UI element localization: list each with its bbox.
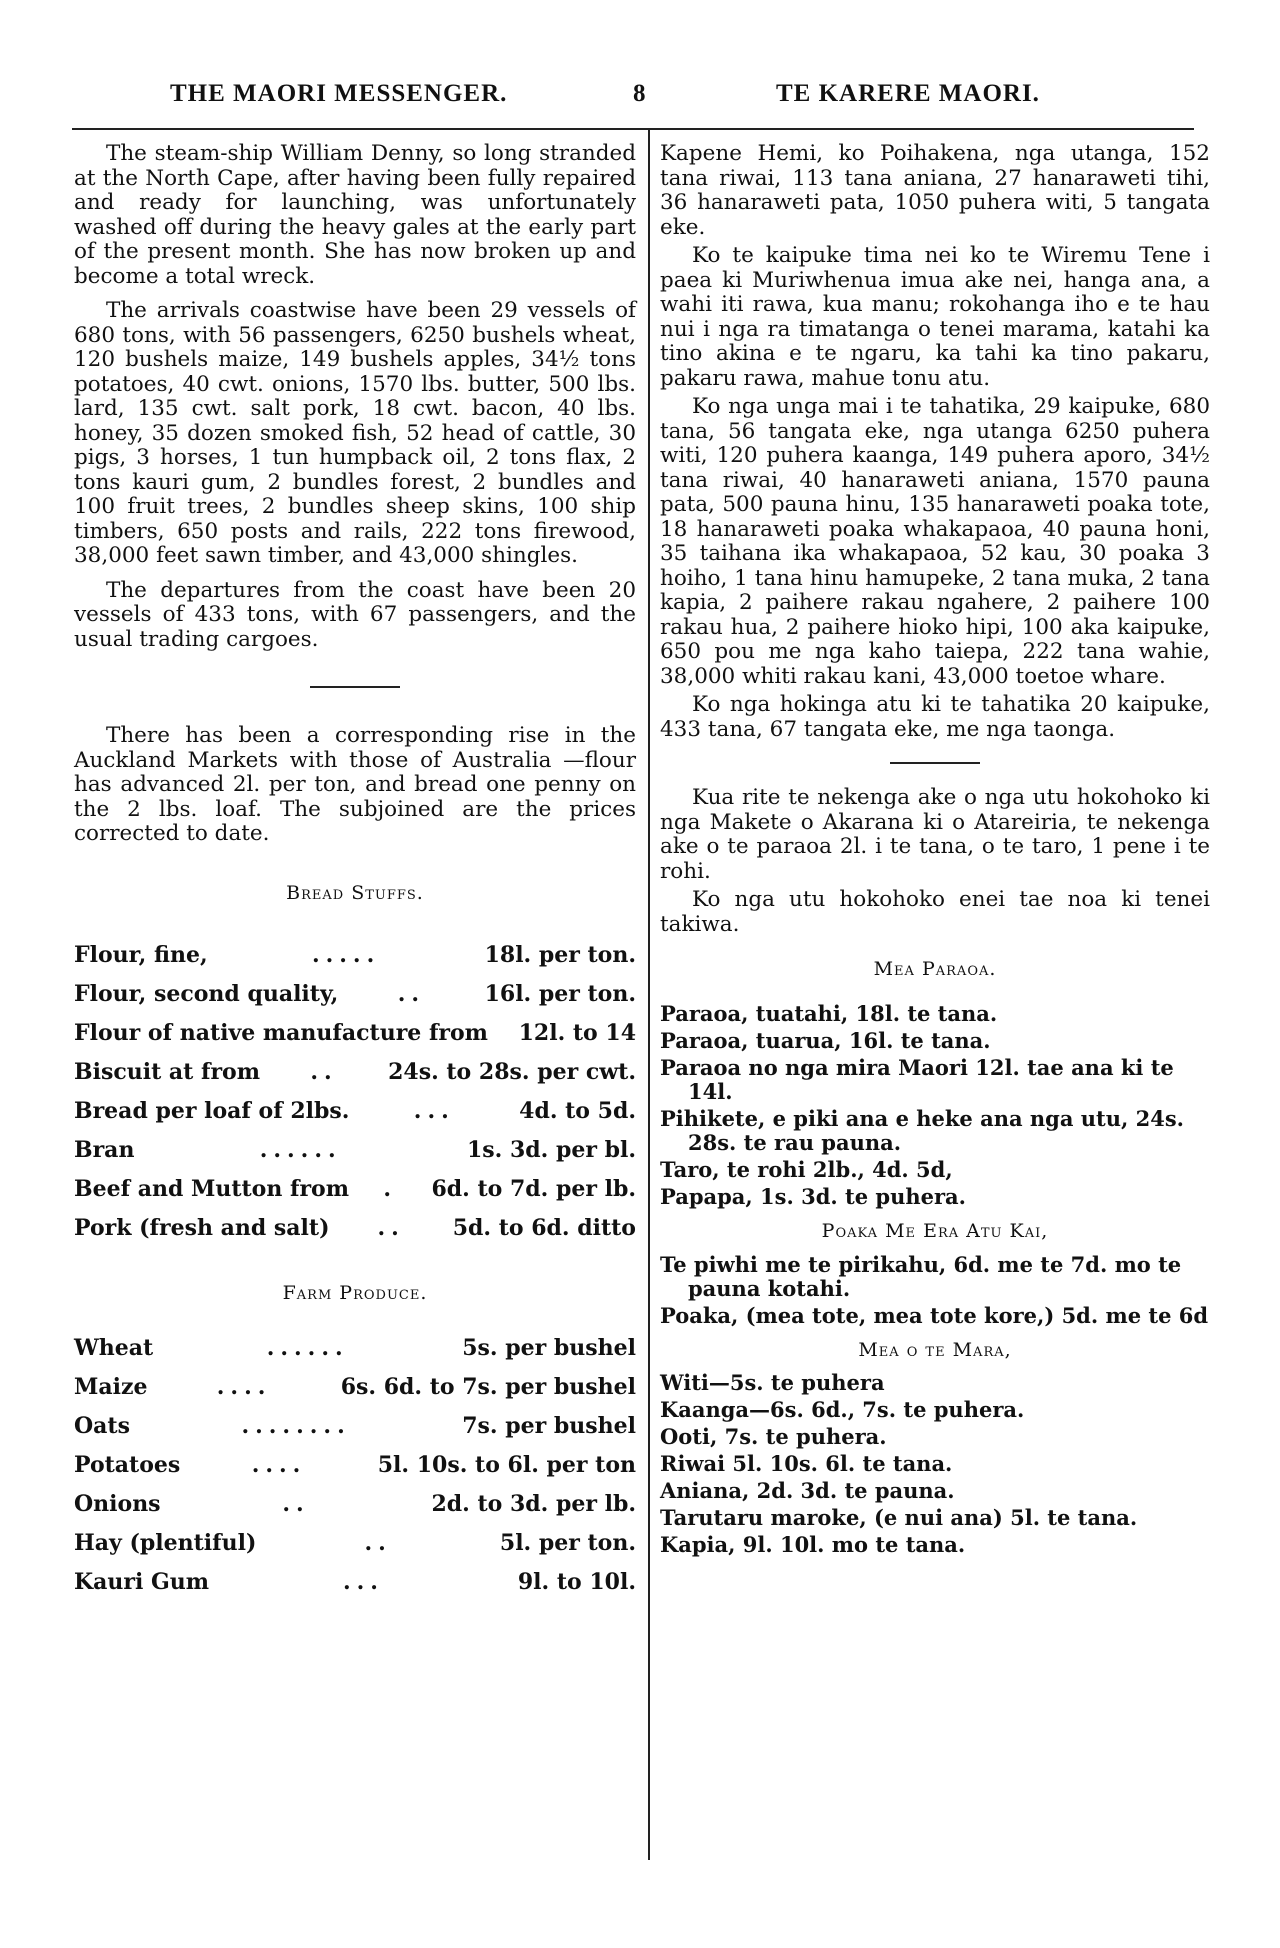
maori-price-item: Taro, te rohi 2lb., 4d. 5d, (660, 1156, 953, 1182)
maori-price-item: Tarutaru maroke, (e nui ana) 5l. te tana. (660, 1504, 1138, 1530)
price-value: 1s. 3d. per bl. (466, 1137, 636, 1163)
price-row: Kauri Gum ... 9l. to 10l. (74, 1568, 636, 1595)
column-divider (648, 130, 650, 1860)
maori-price-item: Poaka, (mea tote, mea tote kore,) 5d. me te 6d (660, 1303, 1209, 1328)
mea-o-te-mara-heading: Mea o te Mara, (858, 1339, 1012, 1361)
price-row: Bran ...... 1s. 3d. per bl. (74, 1137, 636, 1163)
price-item: Biscuit at from (74, 1059, 260, 1085)
price-row: Beef and Mutton from . 6d. to 7d. per lb. (74, 1176, 636, 1202)
price-value: 16l. per ton. (484, 981, 636, 1007)
maori-price-item: Papapa, 1s. 3d. te puhera. (660, 1183, 966, 1209)
price-row: Maize .... 6s. 6d. to 7s. per bushel (74, 1373, 636, 1400)
price-item: Kauri Gum (74, 1568, 210, 1595)
price-item: Wheat (74, 1334, 154, 1361)
price-value: 12l. to 14 (518, 1020, 636, 1046)
farm-price-list (74, 1336, 636, 1609)
maori-price-item: Paraoa, tuatahi, 18l. te tana. (660, 1000, 998, 1026)
price-value: 24s. to 28s. per cwt. (388, 1059, 636, 1085)
price-item: Hay (plentiful) (74, 1529, 257, 1556)
maori-price-item: Riwai 5l. 10s. 6l. te tana. (660, 1450, 953, 1476)
price-value: 5d. to 6d. ditto (452, 1215, 636, 1241)
english-column (74, 142, 636, 1609)
departures-paragraph: The departures from the coast have been 20 vessels of 433 tons, with 67 passengers, and the usual trading cargoes. (74, 577, 636, 652)
price-item: Maize (74, 1373, 148, 1400)
page-number: 8 (633, 80, 647, 107)
price-value: 5l. 10s. to 6l. per ton (377, 1451, 636, 1478)
poaka-heading: Poaka Me Era Atu Kai, (821, 1219, 1049, 1242)
hokinga-paragraph: Ko nga hokinga atu ki te tahatika 20 kaipuke, 433 tana, 67 tangata eke, me nga taonga. (660, 692, 1210, 742)
maori-price-item: Aniana, 2d. 3d. te pauna. (660, 1477, 955, 1503)
price-row: Hay (plentiful) .. 5l. per ton. (74, 1529, 636, 1556)
price-value: 9l. to 10l. (517, 1568, 636, 1595)
masthead-maori-title: TE KARERE MAORI. (776, 80, 1040, 107)
unga-mai-paragraph: Ko nga unga mai i te tahatika, 29 kaipuke, 680 tana, 56 tangata eke, nga utanga 6250 puhera witi, 120 puhera kaanga, 149 puhera aporo, 34½ tana riwai, 40 hanaraweti aniana, 1570 pauna pata, 500 pauna hinu, 135 hanaraweti poaka tote, 18 hanaraweti poaka whakapaoa, 40 pauna honi, 35 taihana ika whakapaoa, 52 kau, 30 poaka 3 hoiho, 1 tana hinu hamupeke, 2 tana muka, 2 tana kapia, 2 paihere rakau ngahere, 2 paihere 100 rakau hua, 2 paihere hioko hipi, 100 aka kaipuke, 650 pou me nga kaho taiepa, 222 tana wahie, 38,000 whiti rakau kani, 43,000 toetoe whare. (660, 394, 1210, 689)
price-item: Potatoes (74, 1451, 181, 1478)
price-row: Biscuit at from .. 24s. to 28s. per cwt. (74, 1059, 636, 1085)
price-row: Flour, fine, ..... 18l. per ton. (74, 942, 636, 968)
maori-price-item: Witi—5s. te puhera (660, 1369, 885, 1395)
price-value: 7s. per bushel (462, 1412, 636, 1439)
price-item: Flour, second quality, (74, 981, 339, 1007)
price-row: Oats ........ 7s. per bushel (74, 1412, 636, 1439)
bread-price-list (74, 943, 636, 1255)
price-value: 5l. per ton. (499, 1529, 636, 1556)
section-divider (890, 762, 980, 764)
section-divider (310, 686, 400, 688)
price-value: 18l. per ton. (484, 942, 636, 968)
header-rule (72, 128, 1194, 130)
price-value: 5s. per bushel (462, 1334, 636, 1361)
farm-produce-heading: Farm Produce. (282, 1282, 428, 1304)
maori-price-item: Te piwhi me te pirikahu, 6d. me te 7d. mo te pauna kotahi. (660, 1252, 1182, 1301)
masthead (0, 80, 1280, 120)
maori-price-item: Ooti, 7s. te puhera. (660, 1423, 887, 1449)
price-row: Pork (fresh and salt) .. 5d. to 6d. ditto (74, 1215, 636, 1241)
price-row: Wheat ...... 5s. per bushel (74, 1334, 636, 1361)
price-row: Flour, second quality, .. 16l. per ton. (74, 981, 636, 1007)
price-item: Flour, fine, (74, 942, 208, 968)
price-value: 6s. 6d. to 7s. per bushel (340, 1373, 636, 1400)
price-item: Onions (74, 1490, 161, 1517)
maori-price-item: Pihikete, e piki ana e heke ana nga utu, 24s. 28s. te rau pauna. (660, 1105, 1184, 1155)
markets-paragraph: There has been a corresponding rise in the Auckland Markets with those of Australia —flour has advanced 2l. per ton, and bread one penny on the 2 lbs. loaf. The subjoined are the prices corrected to date. (74, 723, 636, 846)
nekenga-paragraph: Kua rite te nekenga ake o nga utu hokohoko ki nga Makete o Akarana ki o Atareiria, te nekenga ake o te paraoa 2l. i te tana, o te taro, 1 pene i te rohi. (660, 785, 1210, 884)
price-row: Potatoes .... 5l. 10s. to 6l. per ton (74, 1451, 636, 1478)
utu-hokohoko-paragraph: Ko nga utu hokohoko enei tae noa ki tenei takiwa. (660, 887, 1210, 937)
bread-stuffs-heading: Bread Stuffs. (286, 881, 424, 904)
price-row: Onions .. 2d. to 3d. per lb. (74, 1490, 636, 1517)
william-denny-paragraph: The steam-ship William Denny, so long stranded at the North Cape, after having been fully repaired and ready for launching, was unfortunately washed off during the heavy gales at the early part of the present month. She has now broken up and become a total wreck. (74, 141, 636, 289)
masthead-english-title: THE MAORI MESSENGER. (170, 80, 508, 107)
maori-price-item: Kaanga—6s. 6d., 7s. te puhera. (660, 1396, 1025, 1422)
arrivals-paragraph: The arrivals coastwise have been 29 vessels of 680 tons, with 56 passengers, 6250 bushels wheat, 120 bushels maize, 149 bushels apples, 34½ tons potatoes, 40 cwt. onions, 1570 lbs. butter, 500 lbs. lard, 135 cwt. salt pork, 18 cwt. bacon, 40 lbs. honey, 35 dozen smoked fish, 52 head of cattle, 30 pigs, 3 horses, 1 tun humpback oil, 2 tons flax, 2 tons kauri gum, 2 bundles forest, 2 bundles and 100 fruit trees, 2 bundles sheep skins, 100 ship timbers, 650 posts and rails, 222 tons firewood, 38,000 feet sawn timber, and 43,000 shingles. (74, 298, 636, 568)
price-item: Beef and Mutton from (74, 1176, 350, 1202)
price-value: 4d. to 5d. (519, 1098, 636, 1124)
price-item: Oats (74, 1412, 130, 1439)
price-item: Pork (fresh and salt) (74, 1215, 330, 1241)
mea-paraoa-heading: Mea Paraoa. (873, 958, 997, 980)
price-row: Bread per loaf of 2lbs. ... 4d. to 5d. (74, 1098, 636, 1124)
price-row (74, 1021, 636, 1060)
price-value: 2d. to 3d. per lb. (431, 1490, 636, 1517)
maori-price-item: Paraoa, tuarua, 16l. te tana. (660, 1027, 991, 1053)
price-item: Bread per loaf of 2lbs. (74, 1098, 350, 1124)
kapene-hemi-paragraph: Kapene Hemi, ko Poihakena, nga utanga, 152 tana riwai, 113 tana aniana, 27 hanaraweti tihi, 36 hanaraweti pata, 1050 puhera witi, 5 tangata eke. (660, 141, 1210, 240)
price-item: Bran (74, 1137, 135, 1163)
maori-price-item: Kapia, 9l. 10l. mo te tana. (660, 1531, 966, 1557)
maori-price-item: Paraoa no nga mira Maori 12l. tae ana ki te 14l. (660, 1054, 1174, 1104)
price-value: 6d. to 7d. per lb. (431, 1176, 636, 1202)
price-item: Flour of native manufacture from (74, 1020, 488, 1046)
wiremu-tene-paragraph: Ko te kaipuke tima nei ko te Wiremu Tene i paea ki Muriwhenua imua ake nei, hanga ana, a wahi iti rawa, kua manu; rokohanga iho e te hau nui i nga ra timatanga o tenei marama, katahi ka tino akina e te ngaru, ka tahi ka tino pakaru, pakaru rawa, mahue tonu atu. (660, 243, 1210, 391)
maori-column (660, 142, 1210, 1560)
